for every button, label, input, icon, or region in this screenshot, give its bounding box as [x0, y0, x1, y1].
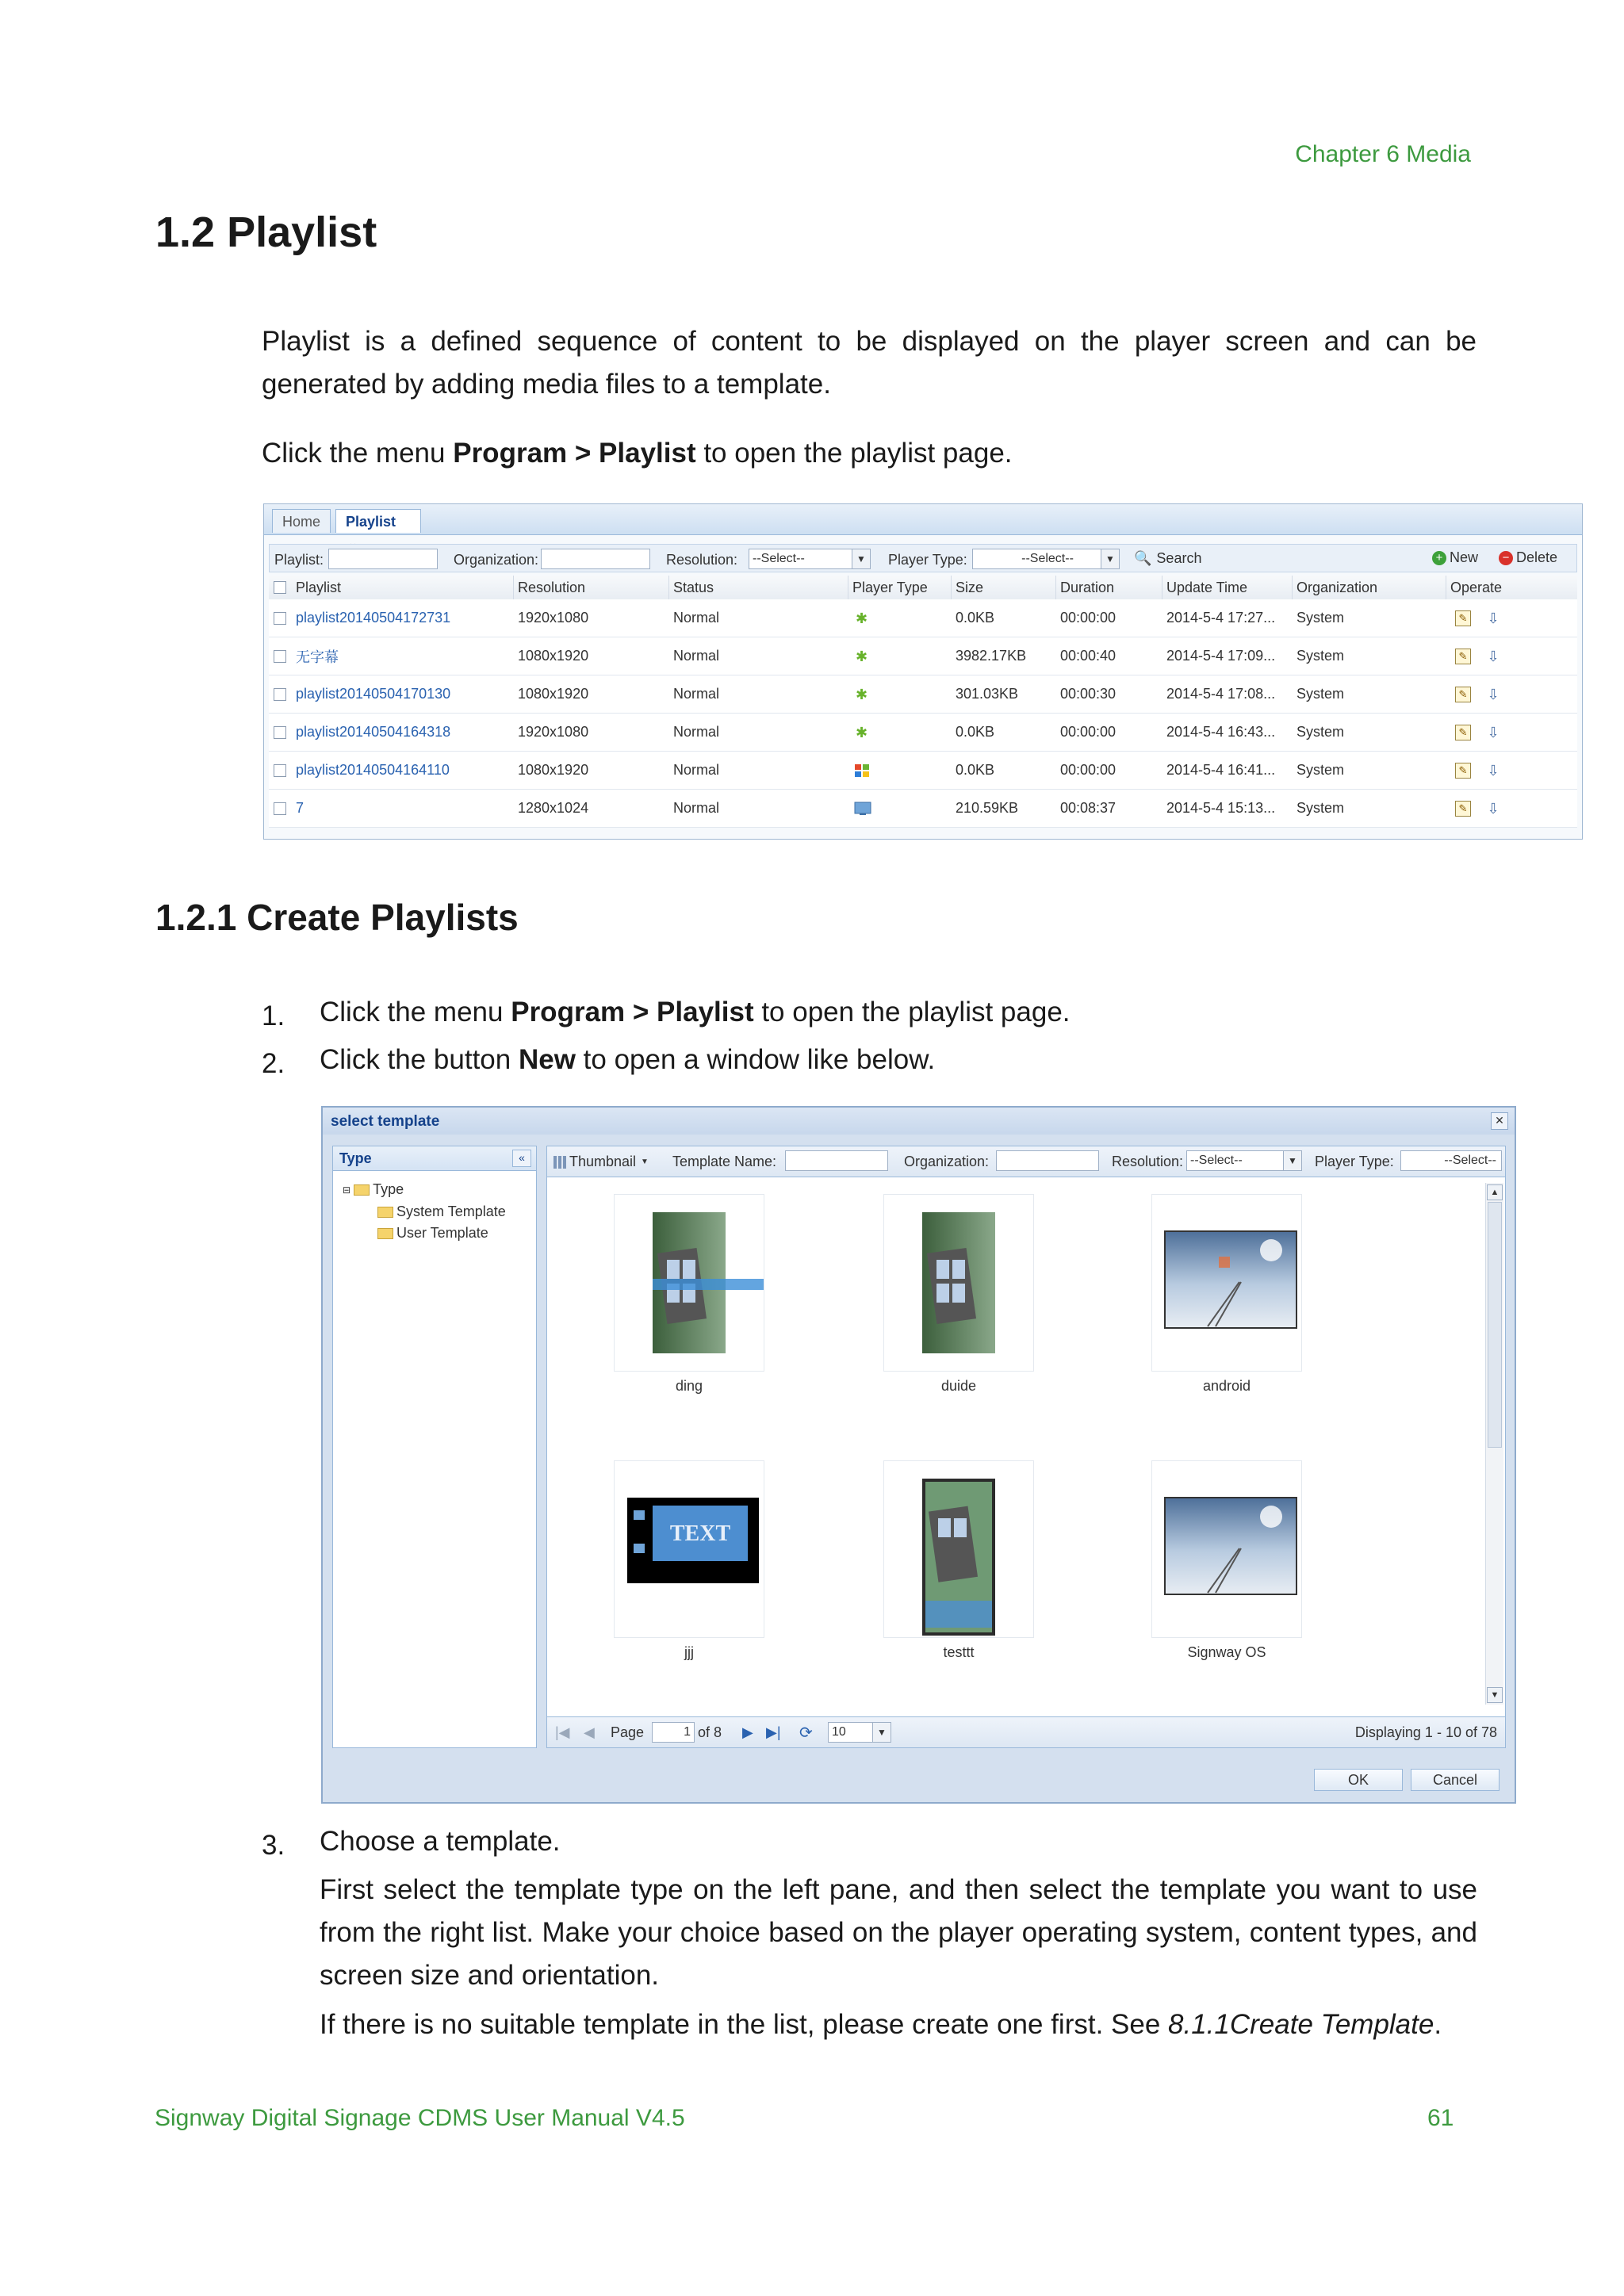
template-thumb-duide[interactable]	[883, 1194, 1034, 1372]
tree-label: Type	[373, 1181, 404, 1197]
duration-cell: 00:08:37	[1060, 800, 1116, 816]
android-icon: ✱	[856, 686, 868, 702]
organization-cell: System	[1297, 686, 1345, 702]
size-cell: 3982.17KB	[956, 648, 1027, 664]
template-label: duide	[940, 1378, 977, 1394]
step-number: 2.	[262, 1048, 285, 1079]
step-number: 3.	[262, 1830, 285, 1861]
tree-toggle-icon[interactable]: ⊟	[343, 1184, 351, 1196]
dialog-title-bar	[323, 1108, 1515, 1135]
duration-cell: 00:00:40	[1060, 648, 1116, 664]
column-header-resolution[interactable]: Resolution	[518, 579, 586, 595]
step-number: 1.	[262, 1001, 285, 1031]
duration-cell: 00:00:00	[1060, 610, 1116, 626]
table-row[interactable]	[269, 675, 1577, 714]
checkbox-box	[274, 612, 286, 625]
step-2-suffix: to open a window like below.	[575, 1044, 936, 1075]
organization-filter-input[interactable]	[541, 549, 650, 569]
type-pane-header	[333, 1146, 536, 1171]
download-icon[interactable]: ⇩	[1487, 610, 1500, 626]
size-cell: 0.0KB	[956, 610, 995, 626]
template-label: ding	[675, 1378, 703, 1394]
column-header-operate: Operate	[1450, 579, 1503, 595]
row-checkbox[interactable]	[274, 637, 286, 675]
menu-instruction-prefix: Click the menu	[262, 438, 454, 469]
template-label: Signway OS	[1187, 1644, 1266, 1660]
subsection-heading	[155, 896, 519, 939]
tab-playlist-label: Playlist	[346, 514, 396, 530]
playlist-name-link[interactable]: playlist20140504172731	[296, 610, 451, 626]
page-count: of 8	[698, 1724, 722, 1740]
checkbox-box	[274, 726, 286, 739]
scroll-up-icon[interactable]: ▲	[1487, 1184, 1503, 1200]
organization-filter-label: Organization:	[454, 552, 539, 568]
table-row[interactable]	[269, 790, 1577, 828]
column-header-player-type[interactable]: Player Type	[852, 579, 928, 595]
chapter-header: Chapter 6 Media	[1295, 141, 1471, 167]
player-type-select[interactable]	[1400, 1150, 1502, 1171]
resolution-cell: 1280x1024	[518, 800, 589, 816]
step-3-text: Choose a template.	[320, 1826, 561, 1857]
next-page-icon[interactable]: ▶	[742, 1724, 753, 1740]
section-number: 1.2	[155, 209, 216, 256]
column-header-size[interactable]: Size	[956, 579, 984, 595]
folder-icon	[377, 1207, 393, 1218]
step-1-suffix: to open the playlist page.	[753, 997, 1071, 1027]
last-page-icon[interactable]: ▶|	[766, 1724, 781, 1740]
status-cell: Normal	[673, 686, 720, 702]
update-time-cell: 2014-5-4 17:08...	[1166, 686, 1276, 702]
edit-icon[interactable]: ✎	[1455, 752, 1471, 789]
add-icon: +	[1432, 551, 1446, 565]
step-2-text	[320, 1039, 1477, 1081]
android-icon: ✱	[856, 724, 868, 740]
column-header-status[interactable]: Status	[673, 579, 714, 595]
step-1-bold: Program > Playlist	[511, 997, 754, 1027]
edit-icon[interactable]: ✎	[1455, 637, 1471, 675]
table-row[interactable]	[269, 714, 1577, 752]
new-button-label: New	[1450, 549, 1479, 565]
monitor-icon	[854, 790, 871, 827]
tab-bar	[264, 504, 1582, 535]
step-3-paragraph: First select the template type on the left pane, and then select the template you want to use from the right list. Make your choice based on the player operating system, content types, and screen size and orientation.	[320, 1874, 1477, 1991]
column-header-update-time[interactable]: Update Time	[1166, 579, 1248, 595]
update-time-cell: 2014-5-4 16:43...	[1166, 724, 1276, 740]
organization-cell: System	[1297, 762, 1345, 778]
download-icon[interactable]: ⇩	[1487, 762, 1500, 779]
download-icon[interactable]: ⇩	[1487, 686, 1500, 702]
player-type-select[interactable]	[972, 549, 1120, 569]
update-time-cell: 2014-5-4 17:27...	[1166, 610, 1276, 626]
displaying-count: Displaying 1 - 10 of 78	[1354, 1724, 1497, 1740]
resolution-cell: 1920x1080	[518, 724, 589, 740]
template-thumb-android[interactable]	[1151, 1194, 1302, 1372]
checkbox-box	[274, 688, 286, 701]
row-checkbox[interactable]	[274, 790, 286, 827]
chevron-down-icon: ▼	[1283, 1151, 1301, 1170]
playlist-name-link[interactable]: playlist20140504164110	[296, 762, 450, 778]
status-cell: Normal	[673, 648, 720, 664]
menu-path: Program > Playlist	[453, 438, 696, 469]
update-time-cell: 2014-5-4 16:41...	[1166, 762, 1276, 778]
column-header-playlist[interactable]: Playlist	[296, 579, 342, 595]
edit-icon[interactable]: ✎	[1455, 714, 1471, 751]
thumb-text-label: TEXT	[669, 1521, 731, 1546]
step-1-text	[320, 991, 1477, 1034]
step-2-bold: New	[518, 1044, 576, 1075]
column-header-organization[interactable]: Organization	[1297, 579, 1378, 595]
subsection-title: Create Playlists	[247, 897, 519, 938]
cancel-button[interactable]: Cancel	[1411, 1769, 1500, 1791]
view-mode-button[interactable]	[553, 1154, 649, 1170]
grid-header-row	[269, 576, 1577, 600]
pagination-bar	[547, 1716, 1505, 1747]
edit-icon[interactable]: ✎	[1455, 790, 1471, 827]
template-name-input[interactable]	[785, 1150, 888, 1171]
template-thumb-ding[interactable]	[614, 1194, 764, 1372]
organization-input[interactable]	[996, 1150, 1099, 1171]
table-row[interactable]	[269, 752, 1577, 790]
status-cell: Normal	[673, 800, 720, 816]
player-type-select-value: --Select--	[1021, 552, 1074, 565]
size-cell: 0.0KB	[956, 724, 995, 740]
resolution-select-value: --Select--	[1190, 1154, 1243, 1167]
page-size-select[interactable]	[828, 1722, 891, 1743]
tree-root-type[interactable]	[343, 1181, 404, 1198]
update-time-cell: 2014-5-4 15:13...	[1166, 800, 1276, 816]
size-cell: 0.0KB	[956, 762, 995, 778]
step-1-prefix: Click the menu	[320, 997, 511, 1027]
delete-icon: −	[1499, 551, 1513, 565]
folder-icon	[377, 1228, 393, 1239]
template-toolbar	[547, 1146, 1505, 1177]
resolution-filter-label: Resolution:	[666, 552, 738, 568]
playlist-filter-input[interactable]	[328, 549, 438, 569]
template-label: testtt	[943, 1644, 975, 1660]
playlist-filter-label: Playlist:	[274, 552, 324, 568]
resolution-cell: 1080x1920	[518, 648, 589, 664]
duration-cell: 00:00:30	[1060, 686, 1116, 702]
update-time-cell: 2014-5-4 17:09...	[1166, 648, 1276, 664]
menu-instruction	[262, 432, 1477, 475]
organization-cell: System	[1297, 800, 1345, 816]
edit-icon[interactable]: ✎	[1455, 675, 1471, 713]
collapse-icon[interactable]: «	[512, 1150, 531, 1167]
template-thumb-testtt[interactable]	[883, 1460, 1034, 1638]
scroll-thumb[interactable]	[1488, 1202, 1502, 1448]
playlist-name-link[interactable]: 无字幕	[296, 649, 339, 665]
column-header-duration[interactable]: Duration	[1060, 579, 1115, 595]
organization-label: Organization:	[904, 1154, 990, 1169]
organization-cell: System	[1297, 610, 1345, 626]
checkbox-box	[274, 802, 286, 815]
scroll-down-icon[interactable]: ▼	[1487, 1687, 1503, 1703]
page-size-value: 10	[832, 1725, 846, 1739]
footer-manual-title: Signway Digital Signage CDMS User Manual V4.5	[155, 2105, 685, 2131]
organization-cell: System	[1297, 724, 1345, 740]
tree-label: User Template	[396, 1225, 488, 1241]
delete-button-label: Delete	[1516, 549, 1558, 565]
intro-paragraph: Playlist is a defined sequence of content to be displayed on the player screen and can be generated by adding media files to a template.	[262, 326, 1477, 400]
player-type-filter-label: Player Type:	[888, 552, 967, 568]
playlist-name-link[interactable]: playlist20140504170130	[296, 686, 451, 702]
android-icon: ✱	[856, 610, 868, 626]
checkbox-box	[274, 764, 286, 777]
type-pane-title: Type	[339, 1150, 372, 1166]
chevron-down-icon: ▼	[1101, 549, 1119, 568]
reference-suffix: .	[1434, 2009, 1442, 2040]
search-button[interactable]	[1134, 550, 1201, 567]
chevron-down-icon: ▼	[852, 549, 870, 568]
close-icon[interactable]: ✕	[1491, 1112, 1508, 1130]
template-scrollbar[interactable]	[1485, 1183, 1503, 1705]
folder-icon	[354, 1184, 370, 1196]
resolution-select[interactable]	[749, 549, 871, 569]
resolution-label: Resolution:	[1112, 1154, 1184, 1169]
first-page-icon[interactable]: |◀	[555, 1724, 570, 1740]
edit-icon[interactable]: ✎	[1455, 599, 1471, 637]
resolution-cell: 1080x1920	[518, 686, 589, 702]
tree-item-system-template[interactable]	[377, 1203, 506, 1220]
ok-button[interactable]: OK	[1314, 1769, 1403, 1791]
page-number-input[interactable]: 1	[652, 1722, 695, 1743]
refresh-icon[interactable]: ⟳	[799, 1724, 813, 1742]
search-button-label: Search	[1156, 550, 1202, 566]
resolution-cell: 1080x1920	[518, 762, 589, 778]
size-cell: 301.03KB	[956, 686, 1019, 702]
tab-home[interactable]: Home	[272, 509, 331, 533]
download-icon[interactable]: ⇩	[1487, 648, 1500, 664]
step-2-prefix: Click the button	[320, 1044, 519, 1075]
reference-link: 8.1.1Create Template	[1168, 2009, 1434, 2040]
chevron-down-icon: ▼	[641, 1158, 649, 1166]
playlist-name-link[interactable]: 7	[296, 800, 304, 816]
menu-instruction-suffix: to open the playlist page.	[695, 438, 1013, 469]
template-thumb-signway-os[interactable]	[1151, 1460, 1302, 1638]
resolution-select-value: --Select--	[753, 552, 805, 565]
new-button[interactable]	[1432, 549, 1478, 566]
checkbox-box	[274, 581, 286, 594]
reference-prefix: If there is no suitable template in the list, please create one first. See	[320, 2009, 1169, 2040]
subsection-number: 1.2.1	[155, 897, 237, 938]
chevron-down-icon: ▼	[872, 1723, 891, 1742]
download-icon[interactable]: ⇩	[1487, 800, 1500, 817]
select-template-dialog	[321, 1106, 1516, 1804]
section-heading	[155, 208, 377, 257]
template-label: jjj	[684, 1644, 694, 1660]
view-mode-label: Thumbnail	[569, 1154, 637, 1169]
duration-cell: 00:00:00	[1060, 724, 1116, 740]
dialog-title: select template	[331, 1113, 440, 1130]
prev-page-icon[interactable]: ◀	[584, 1724, 595, 1740]
template-list-pane	[546, 1146, 1506, 1748]
duration-cell: 00:00:00	[1060, 762, 1116, 778]
select-all-checkbox[interactable]	[274, 576, 286, 599]
checkbox-box	[274, 650, 286, 663]
row-checkbox[interactable]	[274, 675, 286, 713]
organization-cell: System	[1297, 648, 1345, 664]
tree-item-user-template[interactable]	[377, 1225, 488, 1242]
page-number: 61	[1427, 2105, 1454, 2131]
search-icon: 🔍	[1134, 550, 1152, 566]
player-type-label: Player Type:	[1315, 1154, 1394, 1169]
template-name-label: Template Name:	[672, 1154, 777, 1169]
table-row[interactable]	[269, 637, 1577, 675]
row-checkbox[interactable]	[274, 752, 286, 789]
template-thumb-jjj[interactable]	[614, 1460, 764, 1638]
playlist-page-screenshot	[263, 503, 1583, 840]
section-title: Playlist	[227, 209, 377, 256]
delete-button[interactable]	[1499, 549, 1557, 566]
tree-label: System Template	[396, 1203, 506, 1219]
table-row[interactable]	[269, 599, 1577, 637]
windows-icon	[854, 752, 870, 789]
thumbnail-icon	[553, 1156, 566, 1169]
status-cell: Normal	[673, 724, 720, 740]
template-type-pane	[332, 1146, 537, 1748]
filter-bar	[269, 544, 1577, 572]
status-cell: Normal	[673, 610, 720, 626]
step-3-reference	[320, 2003, 1477, 2046]
status-cell: Normal	[673, 762, 720, 778]
player-type-select-value: --Select--	[1444, 1154, 1496, 1167]
resolution-select[interactable]	[1186, 1150, 1302, 1171]
download-icon[interactable]: ⇩	[1487, 724, 1500, 740]
row-checkbox[interactable]	[274, 599, 286, 637]
resolution-cell: 1920x1080	[518, 610, 589, 626]
template-label: android	[1202, 1378, 1251, 1394]
page-label: Page	[611, 1724, 645, 1740]
row-checkbox[interactable]	[274, 714, 286, 751]
size-cell: 210.59KB	[956, 800, 1019, 816]
android-icon: ✱	[856, 648, 868, 664]
playlist-name-link[interactable]: playlist20140504164318	[296, 724, 451, 740]
tab-playlist[interactable]	[335, 509, 421, 533]
